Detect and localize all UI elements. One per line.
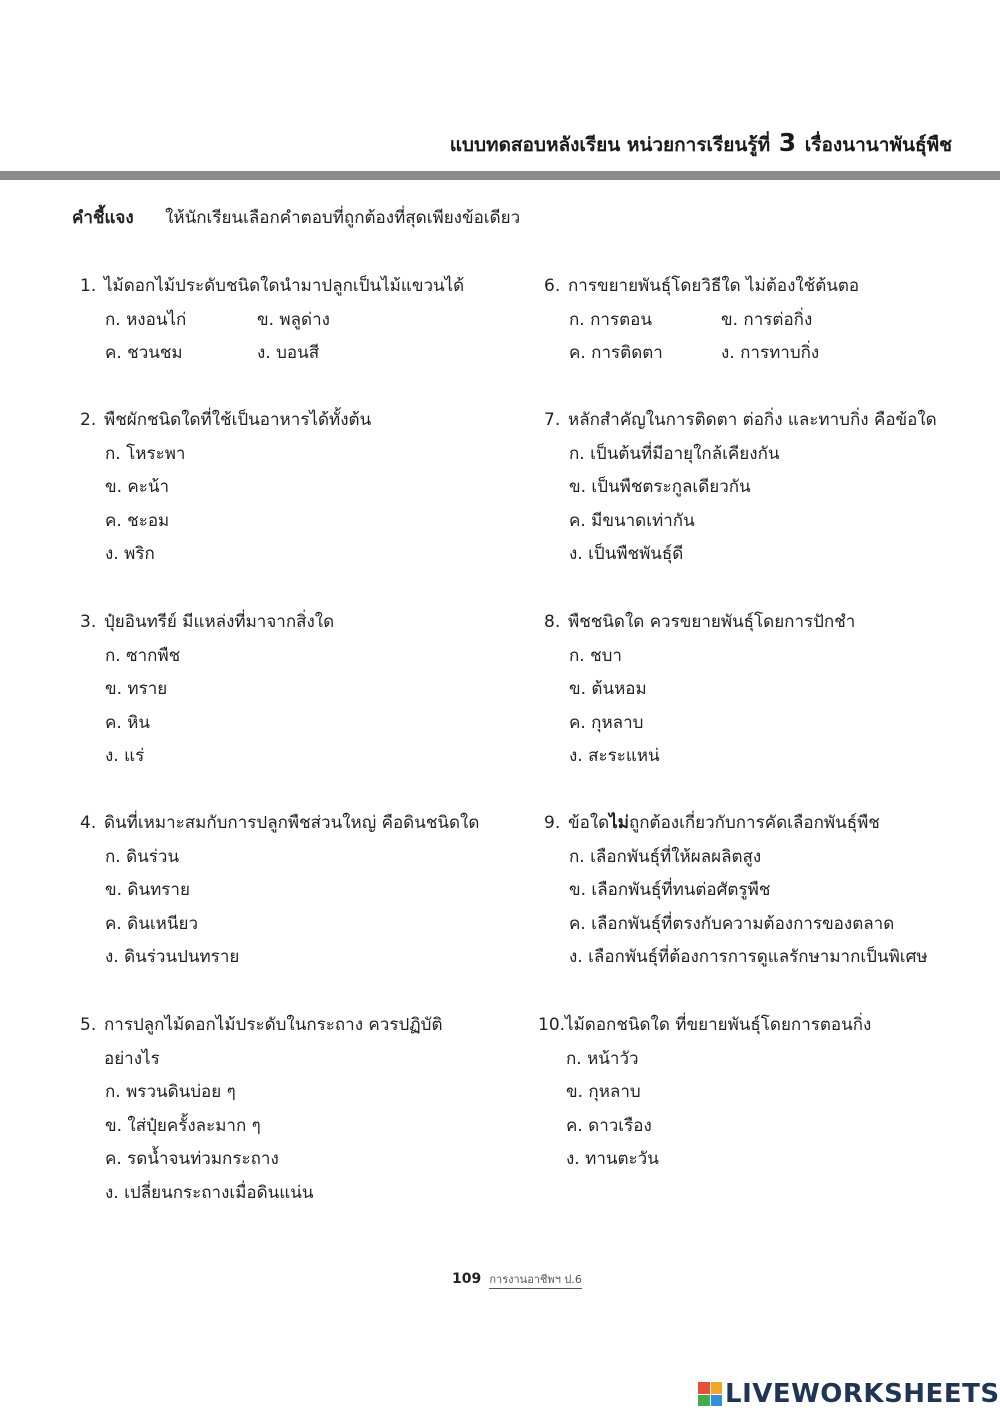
question-text: การปลูกไม้ดอกไม้ประดับในกระถาง ควรปฏิบัติ	[104, 1015, 443, 1035]
answer-option[interactable]: ค. ดาวเรือง	[566, 1115, 652, 1136]
question-stem	[544, 807, 928, 841]
liveworksheets-logo-icon	[698, 1382, 722, 1406]
question-number: 6.	[544, 276, 561, 296]
instructions-label: คำชี้แจง	[72, 208, 134, 228]
answer-options	[544, 841, 928, 975]
answer-option[interactable]: ง. เลือกพันธุ์ที่ต้องการการดูแลรักษามากเป็นพิเศษ	[569, 947, 928, 967]
answer-option[interactable]: ข. ดินทราย	[105, 880, 190, 900]
unit-number: 3	[778, 128, 797, 157]
watermark-text: LIVEWORKSHEETS	[725, 1379, 1000, 1409]
question-4	[80, 807, 479, 975]
answer-option[interactable]: ข. การต่อกิ่ง	[721, 309, 813, 330]
answer-option[interactable]: ก. ดินร่วน	[105, 846, 180, 867]
question-5	[80, 1009, 443, 1210]
question-text-continued: อย่างไร	[104, 1048, 160, 1069]
question-stem	[80, 270, 464, 304]
question-number: 1.	[80, 276, 97, 296]
answer-options	[80, 304, 464, 371]
answer-option[interactable]: ค. มีขนาดเท่ากัน	[569, 510, 695, 531]
question-number: 7.	[544, 410, 561, 430]
question-10	[538, 1009, 871, 1177]
answer-option[interactable]: ง. เปลี่ยนกระถางเมื่อดินแน่น	[105, 1182, 314, 1203]
question-stem	[544, 270, 859, 304]
question-8	[544, 606, 855, 774]
question-text: การขยายพันธุ์โดยวิธีใด ไม่ต้องใช้ต้นตอ	[568, 276, 860, 296]
answer-option[interactable]: ก. เป็นต้นที่มีอายุใกล้เคียงกัน	[569, 443, 780, 464]
question-9	[544, 807, 928, 975]
answer-option[interactable]: ง. การทาบกิ่ง	[721, 343, 820, 363]
question-text: พืชผักชนิดใดที่ใช้เป็นอาหารได้ทั้งต้น	[104, 410, 372, 430]
answer-option[interactable]: ง. ทานตะวัน	[566, 1149, 659, 1169]
answer-options	[544, 640, 855, 774]
header-divider	[0, 171, 1000, 180]
question-text: ข้อใด	[568, 813, 610, 833]
answer-options	[80, 438, 371, 572]
answer-option[interactable]: ก. พรวนดินบ่อย ๆ	[105, 1082, 236, 1102]
answer-option[interactable]: ค. รดน้ำจนท่วมกระถาง	[105, 1149, 279, 1169]
answer-option[interactable]: ก. การตอน	[569, 309, 652, 330]
question-number: 10.	[538, 1015, 566, 1035]
answer-option[interactable]: ง. ดินร่วนปนทราย	[105, 947, 240, 967]
answer-option[interactable]: ข. เป็นพืชตระกูลเดียวกัน	[569, 477, 751, 497]
answer-options	[544, 304, 859, 371]
question-stem	[544, 606, 855, 640]
question-text: ปุ๋ยอินทรีย์ มีแหล่งที่มาจากสิ่งใด	[104, 612, 335, 632]
question-stem	[80, 1009, 443, 1043]
question-number: 8.	[544, 612, 561, 632]
answer-options	[80, 1076, 443, 1210]
answer-option[interactable]: ค. กุหลาบ	[569, 712, 644, 733]
question-6	[544, 270, 859, 371]
answer-option[interactable]: ง. พริก	[105, 544, 155, 564]
question-text: พืชชนิดใด ควรขยายพันธุ์โดยการปักชำ	[568, 612, 856, 632]
page-header-title	[450, 128, 952, 160]
answer-option[interactable]: ค. เลือกพันธุ์ที่ตรงกับความต้องการของตลาด	[569, 913, 895, 934]
instructions-text: ให้นักเรียนเลือกคำตอบที่ถูกต้องที่สุดเพียงข้อเดียว	[165, 208, 521, 228]
question-number: 5.	[80, 1015, 97, 1035]
book-title: การงานอาชีพฯ ป.6	[489, 1273, 581, 1289]
answer-option[interactable]: ง. บอนสี	[257, 343, 320, 363]
answer-option[interactable]: ข. กุหลาบ	[566, 1082, 641, 1102]
answer-options	[80, 640, 334, 774]
question-number: 9.	[544, 813, 561, 833]
answer-option[interactable]: ข. คะน้า	[105, 477, 170, 497]
liveworksheets-watermark	[698, 1379, 1000, 1409]
answer-options	[544, 438, 937, 572]
answer-option[interactable]: ค. ชวนชม	[105, 343, 183, 363]
answer-option[interactable]: ก. ชบา	[569, 645, 622, 666]
answer-options	[80, 841, 479, 975]
answer-option[interactable]: ข. ใส่ปุ๋ยครั้งละมาก ๆ	[105, 1115, 261, 1136]
answer-option[interactable]: ก. หงอนไก่	[105, 309, 187, 330]
instructions	[72, 204, 520, 231]
answer-option[interactable]: ค. ชะอม	[105, 510, 170, 531]
header-title-topic: เรื่องนานาพันธุ์พืช	[804, 134, 952, 156]
answer-option[interactable]: ก. หน้าวัว	[566, 1048, 639, 1069]
question-text-emphasis: ไม่	[609, 813, 629, 833]
page-footer	[452, 1270, 582, 1288]
page-number: 109	[452, 1271, 482, 1287]
answer-option[interactable]: ค. การติดตา	[569, 343, 663, 363]
answer-option[interactable]: ก. เลือกพันธุ์ที่ให้ผลผลิตสูง	[569, 846, 762, 867]
answer-option[interactable]: ก. โหระพา	[105, 443, 186, 464]
question-stem	[80, 404, 371, 438]
answer-option[interactable]: ง. สะระแหน่	[569, 746, 660, 766]
question-text: ถูกต้องเกี่ยวกับการคัดเลือกพันธุ์พืช	[628, 813, 880, 833]
answer-option[interactable]: ง. แร่	[105, 746, 145, 766]
question-number: 2.	[80, 410, 97, 430]
question-text: หลักสำคัญในการติดตา ต่อกิ่ง และทาบกิ่ง คือข้อใด	[568, 410, 937, 430]
question-text: ไม้ดอกชนิดใด ที่ขยายพันธุ์โดยการตอนกิ่ง	[565, 1015, 872, 1035]
answer-option[interactable]: ค. ดินเหนียว	[105, 913, 198, 934]
answer-options	[538, 1043, 871, 1177]
question-stem	[80, 606, 334, 640]
answer-option[interactable]: ก. ซากพืช	[105, 645, 181, 666]
answer-option[interactable]: ข. พลูด่าง	[257, 309, 330, 330]
question-stem	[538, 1009, 871, 1043]
question-text: ดินที่เหมาะสมกับการปลูกพืชส่วนใหญ่ คือดินชนิดใด	[104, 813, 480, 833]
question-3	[80, 606, 334, 774]
answer-option[interactable]: ข. ต้นหอม	[569, 679, 647, 699]
question-number: 3.	[80, 612, 97, 632]
question-7	[544, 404, 937, 572]
question-number: 4.	[80, 813, 97, 833]
header-title-text: แบบทดสอบหลังเรียน หน่วยการเรียนรู้ที่	[449, 134, 771, 156]
question-stem	[80, 807, 479, 841]
answer-option[interactable]: ข. เลือกพันธุ์ที่ทนต่อศัตรูพืช	[569, 880, 771, 900]
answer-option[interactable]: ข. ทราย	[105, 679, 168, 699]
answer-option[interactable]: ค. หิน	[105, 712, 151, 733]
question-text: ไม้ดอกไม้ประดับชนิดใดนำมาปลูกเป็นไม้แขวนได้	[104, 276, 465, 296]
question-2	[80, 404, 371, 572]
question-stem	[544, 404, 937, 438]
question-1	[80, 270, 464, 371]
answer-option[interactable]: ง. เป็นพืชพันธุ์ดี	[569, 544, 684, 564]
